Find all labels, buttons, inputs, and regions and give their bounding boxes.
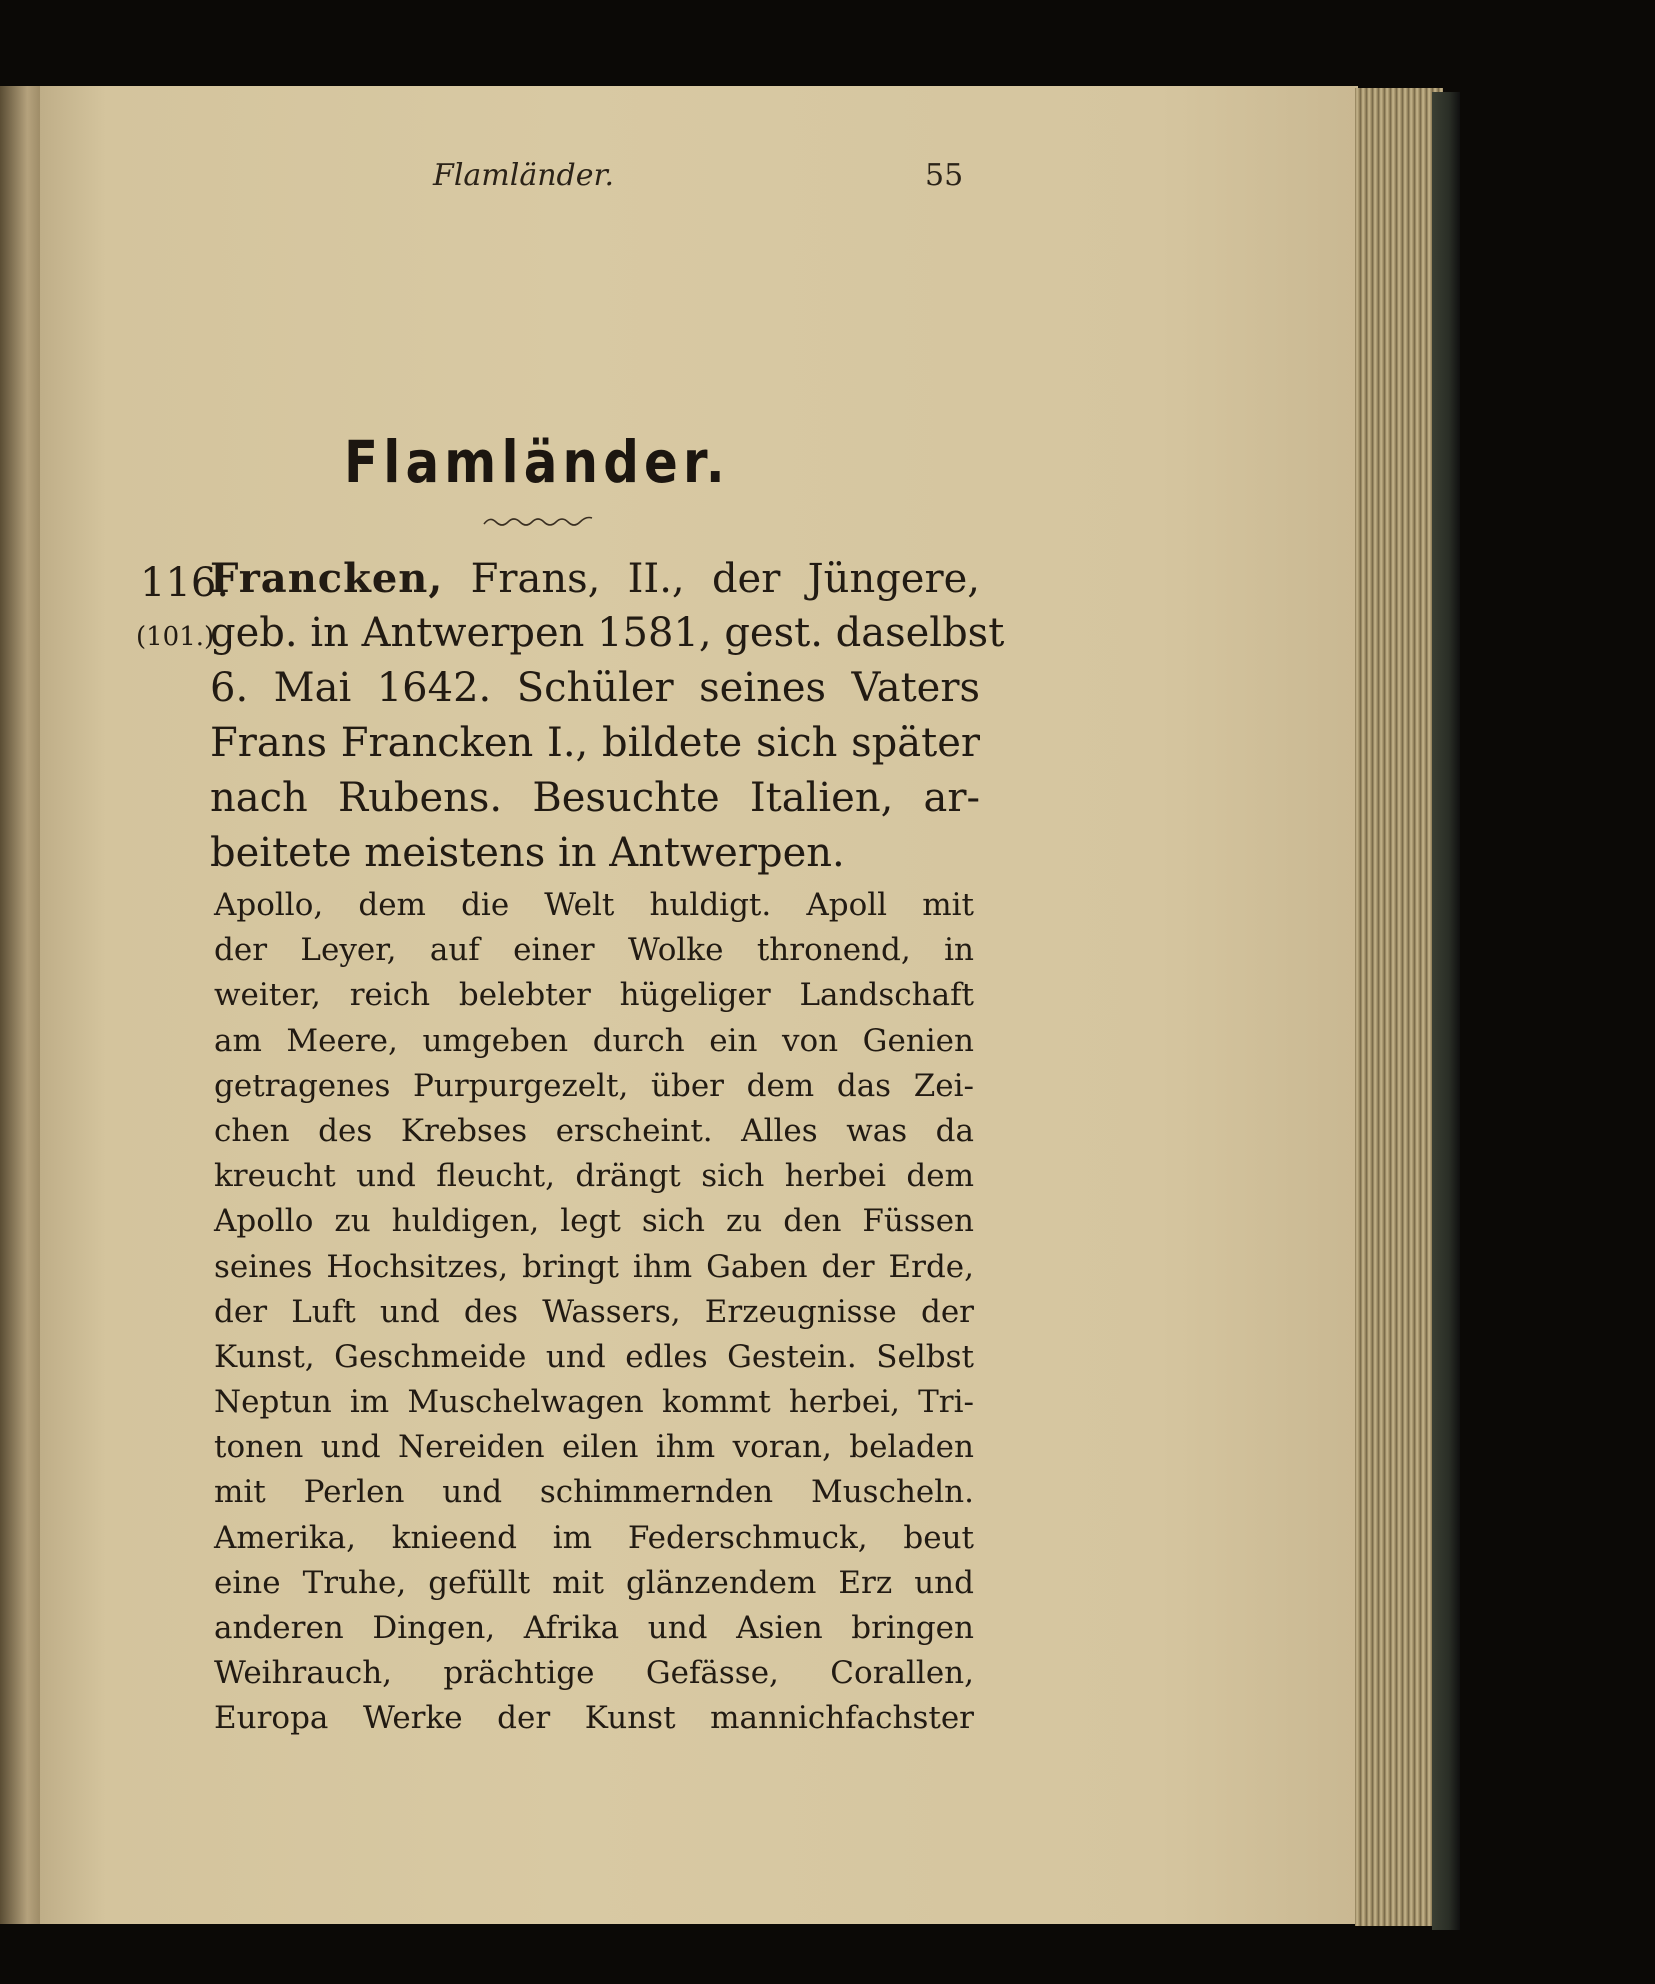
description-line: der Luft und des Wassers, Erzeugnisse der <box>214 1293 974 1330</box>
description-line: Amerika, knieend im Federschmuck, beut <box>214 1519 974 1556</box>
description-line: mit Perlen und schimmernden Muscheln. <box>214 1474 974 1511</box>
description-line: anderen Dingen, Afrika und Asien bringen <box>214 1610 974 1646</box>
entry-line: beitete meistens in Antwerpen. <box>210 830 845 876</box>
entry-line: geb. in Antwerpen 1581, gest. daselbst <box>210 610 1005 656</box>
entry-line-text: Frans, II., der Jüngere, <box>470 556 980 602</box>
description-line: der Leyer, auf einer Wolke thronend, in <box>214 932 974 969</box>
description-line: eine Truhe, gefüllt mit glänzendem Erz und <box>214 1564 974 1601</box>
description-line: Europa Werke der Kunst mannichfachster <box>214 1700 974 1737</box>
description-line: getragenes Purpurgezelt, über dem das Zei- <box>214 1067 974 1104</box>
description-line: Apollo zu huldigen, legt sich zu den Füssen <box>214 1203 974 1240</box>
description-line: Weihrauch, prächtige Gefässe, Corallen, <box>214 1655 974 1692</box>
entry-line: nach Rubens. Besuchte Italien, ar- <box>210 775 980 821</box>
page-number: 55 <box>925 158 964 193</box>
description-line: seines Hochsitzes, bringt ihm Gaben der Erde, <box>214 1248 974 1285</box>
entry-line <box>210 551 980 606</box>
entry-number: 116. <box>140 560 230 606</box>
section-title: Flamländer. <box>344 428 730 496</box>
description-line: tonen und Nereiden eilen ihm voran, beladen <box>214 1429 974 1466</box>
painting-description <box>214 883 974 1742</box>
running-head: Flamländer. <box>433 158 615 193</box>
entry-heading <box>210 551 1005 881</box>
entry-line: 6. Mai 1642. Schüler seines Vaters <box>210 665 980 711</box>
description-line: Neptun im Muschelwagen kommt herbei, Tri- <box>214 1384 974 1421</box>
description-line: Apollo, dem die Welt huldigt. Apoll mit <box>214 887 974 923</box>
wavy-ornament-icon <box>482 514 594 528</box>
description-line: chen des Krebses erscheint. Alles was da <box>214 1112 974 1149</box>
description-line: weiter, reich belebter hügeliger Landschaft <box>214 977 974 1014</box>
entry-line: Frans Francken I., bildete sich später <box>210 720 980 766</box>
old-catalogue-number: (101.) <box>136 622 215 652</box>
description-line: am Meere, umgeben durch ein von Genien <box>214 1022 974 1059</box>
artist-name: Francken, <box>210 555 444 602</box>
page-block-edge <box>1355 88 1443 1926</box>
book-cover-edge <box>1432 92 1460 1930</box>
description-line: Kunst, Geschmeide und edles Gestein. Selbst <box>214 1338 974 1375</box>
description-line: kreucht und fleucht, drängt sich herbei dem <box>214 1158 974 1195</box>
